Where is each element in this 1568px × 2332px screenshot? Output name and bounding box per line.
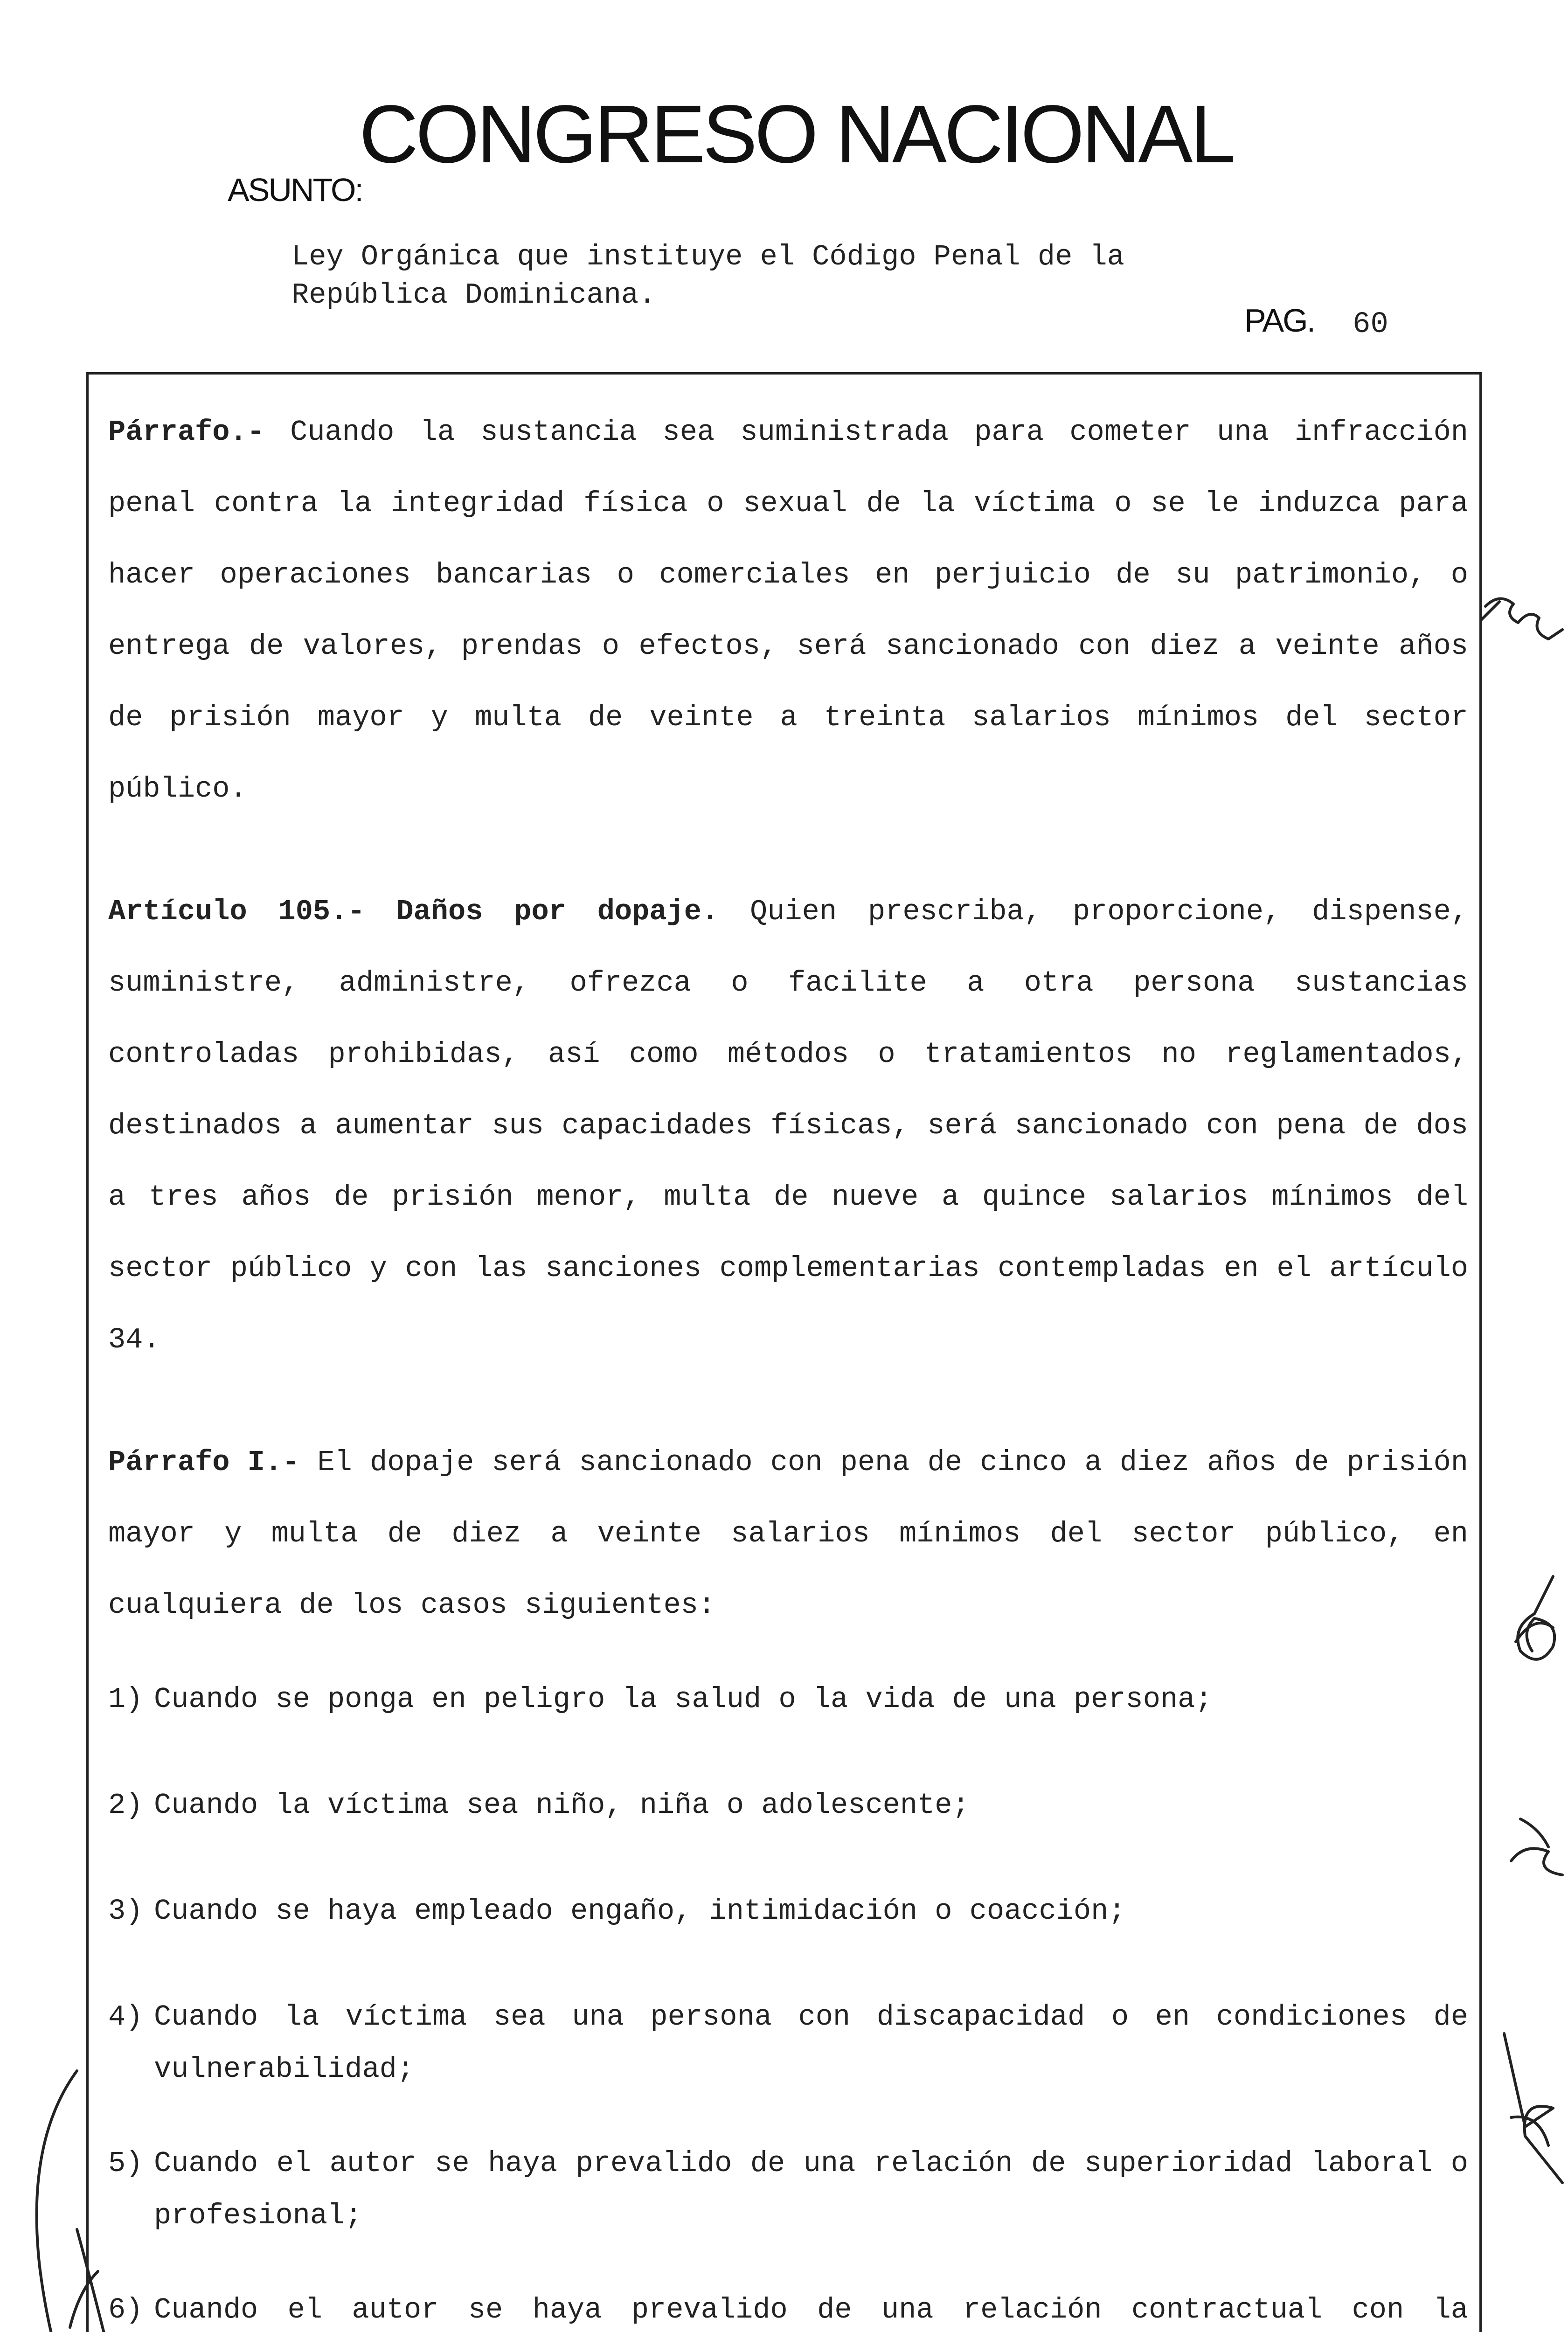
initial-mark-1 [1485,599,1562,639]
list-number: 3) [108,1895,143,1928]
asunto-label: ASUNTO: [228,172,362,208]
document-title: CONGRESO NACIONAL [359,89,1233,180]
initial-mark-3 [1511,1819,1562,1875]
list-item [108,1779,1468,1832]
list-text: Cuando la víctima sea una persona con discapacidad o en condiciones de vulnerabilidad; [154,2000,1468,2086]
paragraph-lead: Párrafo.- [108,416,264,449]
list-item [108,1885,1468,1937]
list-text: Cuando se ponga en peligro la salud o la vida de una persona; [154,1683,1213,1716]
list-item [108,2284,1468,2332]
paragraph-parrafo [108,396,1468,825]
paragraph-text: El dopaje será sancionado con pena de cinco a diez años de prisión mayor y multa de diez a veinte salarios mínimos del sector público, en cualquiera de los casos siguientes: [108,1446,1468,1622]
article-text: Quien prescriba, proporcione, dispense, suministre, administre, ofrezca o facilite a otra persona sustancias controladas prohibidas, así como métodos o tratamientos no reglamentados, destinados a aumentar sus capacidades físicas, será sancionado con pena de dos a tres años de prisión menor, multa de nueve a quince salarios mínimos del sector público y con las sanciones complementarias contempladas en el artículo 34. [108,895,1468,1356]
list-item [108,2138,1468,2242]
paragraph-parrafo-i [108,1427,1468,1641]
subject-line-1: Ley Orgánica que instituye el Código Penal de la [291,240,1124,273]
list-number: 1) [108,1683,143,1716]
paragraph-lead: Párrafo I.- [108,1446,300,1479]
subject-block [291,238,1124,314]
list-number: 6) [108,2293,143,2326]
article-heading: Artículo 105.- Daños por dopaje. [108,895,719,928]
paragraph-text: Cuando la sustancia sea suministrada para cometer una infracción penal contra la integridad física o sexual de la víctima o se le induzca para hacer operaciones bancarias o comerciales en perjuicio de su patrimonio, o entrega de valores, prendas o efectos, será sancionado con diez a veinte años de prisión mayor y multa de veinte a treinta salarios mínimos del sector público. [108,416,1468,805]
list-text: Cuando la víctima sea niño, niña o adolescente; [154,1789,970,1822]
list-text: Cuando el autor se haya prevalido de una relación contractual con la [154,2293,1468,2326]
page-number: 60 [1353,308,1388,341]
list-item [108,1991,1468,2096]
list-item [108,1673,1468,1726]
list-number: 2) [108,1789,143,1822]
article-105 [108,876,1468,1375]
document-body [108,396,1468,2332]
page-label: PAG. [1244,302,1315,339]
list-text: Cuando se haya empleado engaño, intimidación o coacción; [154,1895,1126,1928]
initial-mark-4 [1504,2034,1562,2183]
list-text: Cuando el autor se haya prevalido de una relación de superioridad laboral o profesional; [154,2147,1468,2232]
subject-line-2: República Dominicana. [291,278,656,312]
initial-mark-2 [1518,1576,1554,1659]
list-number: 4) [108,2000,143,2034]
list-number: 5) [108,2147,143,2180]
